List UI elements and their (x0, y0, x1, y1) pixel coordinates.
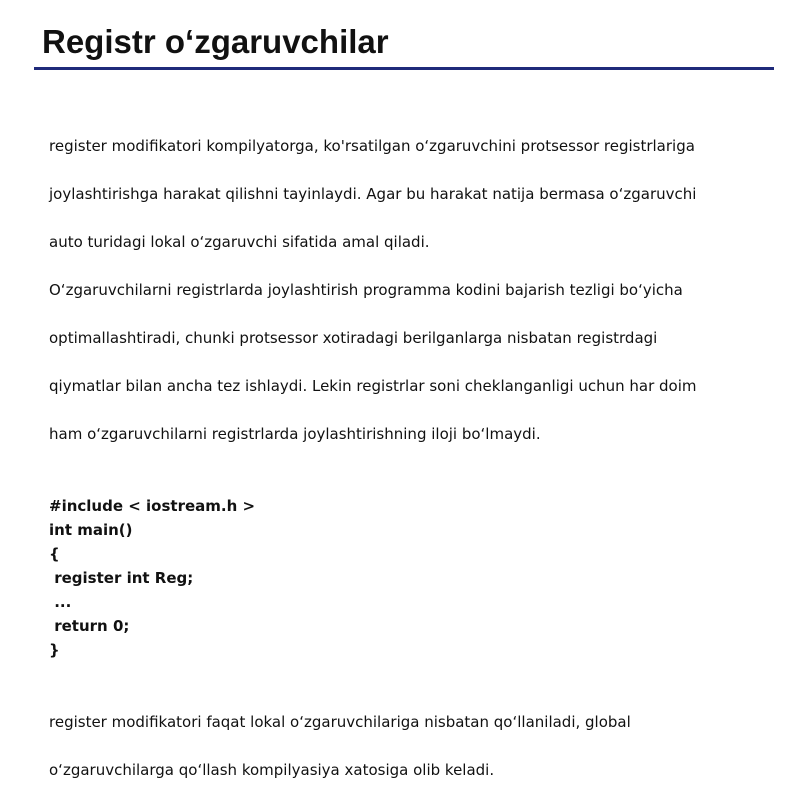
code-line: register int Reg; (49, 569, 194, 587)
closing-line: register modifikatori faqat lokal o‘zgaruvchilariga nisbatan qo‘llaniladi, global (49, 713, 631, 731)
intro-line: optimallashtiradi, chunki protsessor xotiradagi berilganlarga nisbatan registrdagi (49, 329, 658, 347)
code-example (49, 494, 759, 662)
intro-line: joylashtirishga harakat qilishni tayinlaydi. Agar bu harakat natija bermasa o‘zgaruvchi (49, 185, 697, 203)
slide-title: Registr o‘zgaruvchilar (42, 23, 389, 60)
slide-content (49, 110, 759, 806)
spacer (49, 470, 759, 494)
code-line: } (49, 641, 60, 659)
intro-line: qiymatlar bilan ancha tez ishlaydi. Lekin registrlar soni cheklanganligi uchun har doim (49, 377, 697, 395)
code-line: ... (49, 593, 72, 611)
code-line: int main() (49, 521, 133, 539)
code-line: { (49, 545, 60, 563)
intro-line: ham o‘zgaruvchilarni registrlarda joylashtirishning iloji bo‘lmaydi. (49, 425, 541, 443)
code-line: return 0; (49, 617, 130, 635)
intro-paragraph (49, 110, 759, 470)
code-line: #include < iostream.h > (49, 497, 256, 515)
intro-line: auto turidagi lokal o‘zgaruvchi sifatida amal qiladi. (49, 233, 430, 251)
spacer (49, 662, 759, 686)
intro-line: register modifikatori kompilyatorga, ko'rsatilgan o‘zgaruvchini protsessor registrlariga (49, 137, 695, 155)
intro-line: O‘zgaruvchilarni registrlarda joylashtirish programma kodini bajarish tezligi bo‘yicha (49, 281, 683, 299)
closing-paragraph (49, 686, 759, 806)
closing-line: o‘zgaruvchilarga qo‘llash kompilyasiya xatosiga olib keladi. (49, 761, 495, 779)
title-underline (34, 67, 774, 70)
